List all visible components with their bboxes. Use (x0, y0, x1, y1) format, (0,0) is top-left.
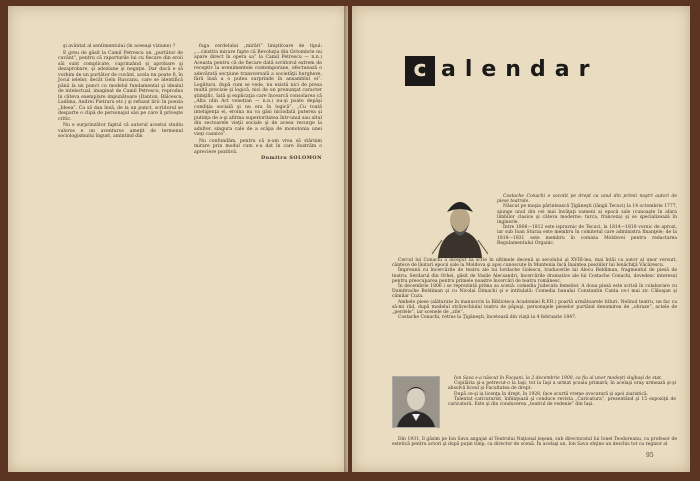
conachi-entry-body (392, 258, 677, 320)
paragraph: Copilăria şi-a petrecut-o la Iaşi; tot la Iaşi a urmat şcoala primară; în acelaşi oraş urmează şi-şi absolvă liceul şi Facultatea de drept. (448, 381, 676, 392)
paragraph: fuga cerdelului „mirări” liniştitoare de tipul: „...cinstita mirare fapte că Revoluţia din Octombrie nu apare direct în opera sa” la Camil Petrescu — n.n.) Aceasta pentru că de fiecare dată scriitorul extrem de receptiv la evenimentele contemporane, efectuează o adevărată secţiune transversală a societăţii burgheze, fără însă a o putea surprinde în ansamblul ei”. Legătura, după cum se vede, nu există nici de presa multă precizie şi logică, nici de un pronunţat caracter ştiinţific. Iată şi explicaţia care încearcă consolarea că „Alta (din Act venețian — n.n.) nu-şi poate depăşi condiţia socială şi nu era în logică”. „Cu toată inteligenţa ei, eroina nu va găsi niciodată puterea şi putinţa de a-şi afirma superioritatea într-unul sau altul din sectoarele vieţii sociale şi de aceea recurge la adulter, singura cale de a scăpa de monotonia unei vieţi casnice”. (194, 44, 322, 137)
author-signature: Dumitru SOLOMON (260, 155, 322, 161)
left-column-a (58, 44, 183, 141)
conachi-entry-intro (497, 194, 677, 246)
calendar-heading-initial: c (405, 56, 435, 86)
paragraph: Costache Conachi e socotit pe drept ca unul din primii noştri autori de piese teatrale. (497, 194, 677, 205)
paragraph: Ambele piese (alăturate în manuscris la Biblioteca Academiei R.P.R.) poartă următoarele titluri: Nelinul teatru, ne fac ca să-mi râd, după modelul străvechiului teatru de păpuşi, personajele pieselor purtând denumirea de „obraze”, actele de „perdele”, iar scenele de „zile”. (392, 299, 677, 316)
calendar-heading (405, 56, 661, 86)
paragraph: După ce-şi ia licenţa în drept, în 1928, face scurtă vreme avocatură şi apoi ziaristică. (454, 391, 649, 397)
paragraph: Talentat caricaturist, înfiinţează şi conduce revista „Caricatura”, prezentând şi 15 expoziţii de caricatură. Este şi din conducerea „teatrul de vedenie” din Iaşi. (448, 396, 676, 408)
left-column-b (194, 44, 322, 166)
paragraph: Nu e surprinzător faptul că autorul acestui studiu valoros e un aventuros ameţit de termenul sociologismului îngust, amintind din (58, 123, 183, 139)
sava-portrait-photo (392, 376, 440, 428)
paragraph: şi avântat al sentimentului (în aceeaşi viziune) ? (63, 44, 176, 49)
sava-entry-intro (448, 376, 676, 407)
right-page (352, 6, 690, 472)
paragraph: Ion Sava s-a născut în Focşani, la 2 decembrie 1900, ca fiu al unor modeşti slujbaşi de stat. (454, 376, 663, 381)
paragraph: Împreună cu încercările de teatru ale lui Iordache Golescu, traducerile lui Alecu Beldiman, fragmentul de piesă de teatru: Serdarul din Orhei, găsit de Vasile Alecsandri, încercările dramatice ale lui Costache Conachi, dovedesc interesul pentru preocuparea pentru primele noastre încercări de teatru românesc. (392, 268, 677, 284)
calendar-heading-rest: alendar (441, 57, 599, 82)
paragraph: Născut pe moşia părintească Ţigăneşti (lângă Tecuci) la 14 octombrie 1777, ajunge unul din cei mai învăţaţi oameni ai epocii sale (cunoaşte în afara limbilor clasice şi câteva moderne: turca, franceza) şi se specializează în inginerie. (497, 204, 677, 226)
sava-entry-body (392, 437, 677, 447)
left-page (8, 6, 348, 472)
paragraph: Cercul lui Conachi a început să scrie în ultimele decenii ai secolului al XVIII-lea, mai întâi ca autor al unor versuri, cântece de lăutari epocii sale la Moldova şi apoi cunoscute în Muntenia încă înaintea poeziilor lui Ienăchiţă Văcărescu. (392, 258, 677, 269)
paragraph: Costache Conachi, retras la Ţigăneşti, încetează din viaţă la 4 februarie 1847. (398, 315, 577, 321)
paragraph: E greu de găsit la Camil Petrescu un „purtător de cuvânt”, pentru că raporturile lui cu fiecare din eroii săi sunt complicate, cuprinzând şi aprobare şi dezaprobare, şi adeziune şi negaţie. Dar dacă e să vorbim de un purtător de cuvânt, acela nu poate fi, în Jocul ielelor, decât Gelu Ruscanu, care se identifică până la un punct cu modelul fundamental şi idealul de intelectual, imaginat de Camil Petrescu, reprodus în câteva exemplare impunătoare (Danton, Bălcescu, Ladima, Andrei Pietraru etc.) şi refuzat liric în poezia „Ideea”. Ca să dau însă, de la un punct, scriitorul se desparte o clipă de personajul său pe care îl priveşte critic. (58, 50, 183, 122)
page-number: 95 (646, 452, 654, 459)
paragraph: Nu confundăm, pentru că n-am vrea să stârnim mirare prin modul cum s-a dat în care ilustrăm o apreciere pozitivă. (194, 138, 322, 155)
paragraph: Din 1931, îl găsim pe Ion Sava angajat al Teatrului Naţional ieşean, sub directoratul lui Ionel Teodoreanu, ca profesor de estetică pentru actori şi după puţin timp, ca director de scenă. În acelaşi an, Ion Sava obţine un deschis tot ca regizor al (392, 437, 677, 448)
paragraph: În decembrie 1806 i se reprezintă prima sa scenă: comedia Judecata femeilor. A doua piesă este scrisă în colaborare cu Dumitrache Beldiman şi cu Nicolai Dimachi şi e intitulată: Comedia banului Constantin Canta ce-i mai zic Căbuşan şi cămilar Cuza. (392, 284, 677, 300)
conachi-portrait-engraving (430, 194, 490, 258)
paragraph: Între 1806—1812 este ispravnic de Tecuci, la 1814—1818 vornic de aprozi, iar sub Ioan Sturza este membru în comitetul care administra finanţele; de la 1818—1831 este membru în comisia Moldovei pentru redactarea Regulamentului Organic. (497, 225, 677, 246)
